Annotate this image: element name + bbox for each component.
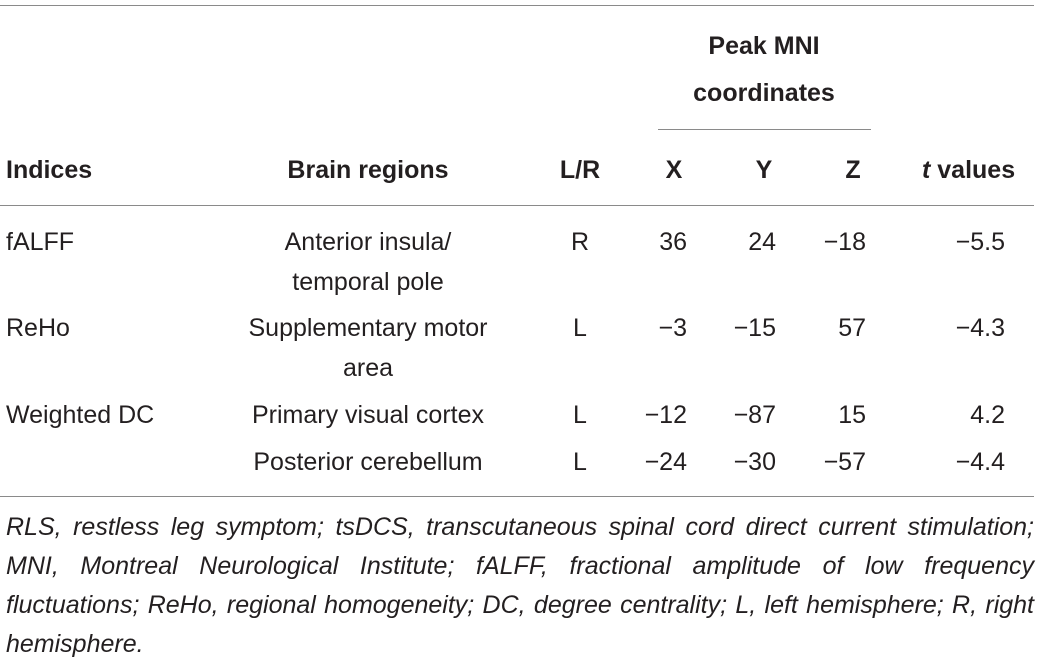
row-2-lr: L bbox=[573, 314, 587, 342]
col-header-brain-regions: Brain regions bbox=[287, 156, 449, 184]
row-2-z: 57 bbox=[838, 314, 866, 342]
group-header-peak-mni: Peak MNI coordinates bbox=[693, 32, 835, 107]
row-4-t: −4.4 bbox=[955, 448, 1005, 476]
top-rule bbox=[0, 5, 1034, 6]
row-3-y: −87 bbox=[733, 401, 776, 429]
row-1-y: 24 bbox=[748, 228, 776, 256]
row-1-t: −5.5 bbox=[955, 228, 1005, 256]
row-3-region: Primary visual cortex bbox=[252, 401, 484, 429]
row-1-x: 36 bbox=[659, 228, 687, 256]
row-4-region: Posterior cerebellum bbox=[253, 448, 483, 476]
row-4-y: −30 bbox=[733, 448, 776, 476]
row-1-index: fALFF bbox=[6, 228, 75, 256]
values-label: values bbox=[930, 156, 1016, 184]
row-4-z: −57 bbox=[823, 448, 866, 476]
row-2-y: −15 bbox=[733, 314, 776, 342]
col-header-indices: Indices bbox=[6, 156, 93, 184]
col-header-z: Z bbox=[845, 156, 861, 184]
header-bottom-rule bbox=[0, 205, 1034, 206]
row-4-x: −24 bbox=[644, 448, 687, 476]
row-1-z: −18 bbox=[823, 228, 866, 256]
col-header-x: X bbox=[665, 156, 683, 184]
col-header-lr: L/R bbox=[559, 156, 601, 184]
t-symbol: t bbox=[922, 156, 931, 184]
table-footnote: RLS, restless leg symptom; tsDCS, transcutaneous spinal cord direct current stimulation; MNI, Montreal Neurological Institute; fALFF, fractional amplitude of low frequency fluctuations; ReHo, regional homogeneity; DC, degree centrality; L, left hemisphere; R, right hemisphere. bbox=[6, 513, 1034, 658]
row-3-t: 4.2 bbox=[970, 401, 1005, 429]
row-3-lr: L bbox=[573, 401, 587, 429]
row-3-x: −12 bbox=[644, 401, 687, 429]
col-header-y: Y bbox=[755, 156, 773, 184]
row-4-lr: L bbox=[573, 448, 587, 476]
group-header-rule bbox=[658, 129, 871, 130]
row-2-region-line2: area bbox=[342, 354, 394, 382]
row-1-region-line2: temporal pole bbox=[292, 268, 444, 296]
table-bottom-rule bbox=[0, 496, 1034, 497]
row-1-lr: R bbox=[570, 228, 590, 256]
row-3-index: Weighted DC bbox=[6, 401, 155, 429]
row-1-region-line1: Anterior insula/ bbox=[284, 228, 452, 256]
row-2-index: ReHo bbox=[6, 314, 70, 342]
col-header-t-values bbox=[922, 150, 1015, 190]
row-2-x: −3 bbox=[658, 314, 687, 342]
row-2-t: −4.3 bbox=[955, 314, 1005, 342]
row-3-z: 15 bbox=[838, 401, 866, 429]
row-2-region-line1: Supplementary motor bbox=[248, 314, 488, 342]
